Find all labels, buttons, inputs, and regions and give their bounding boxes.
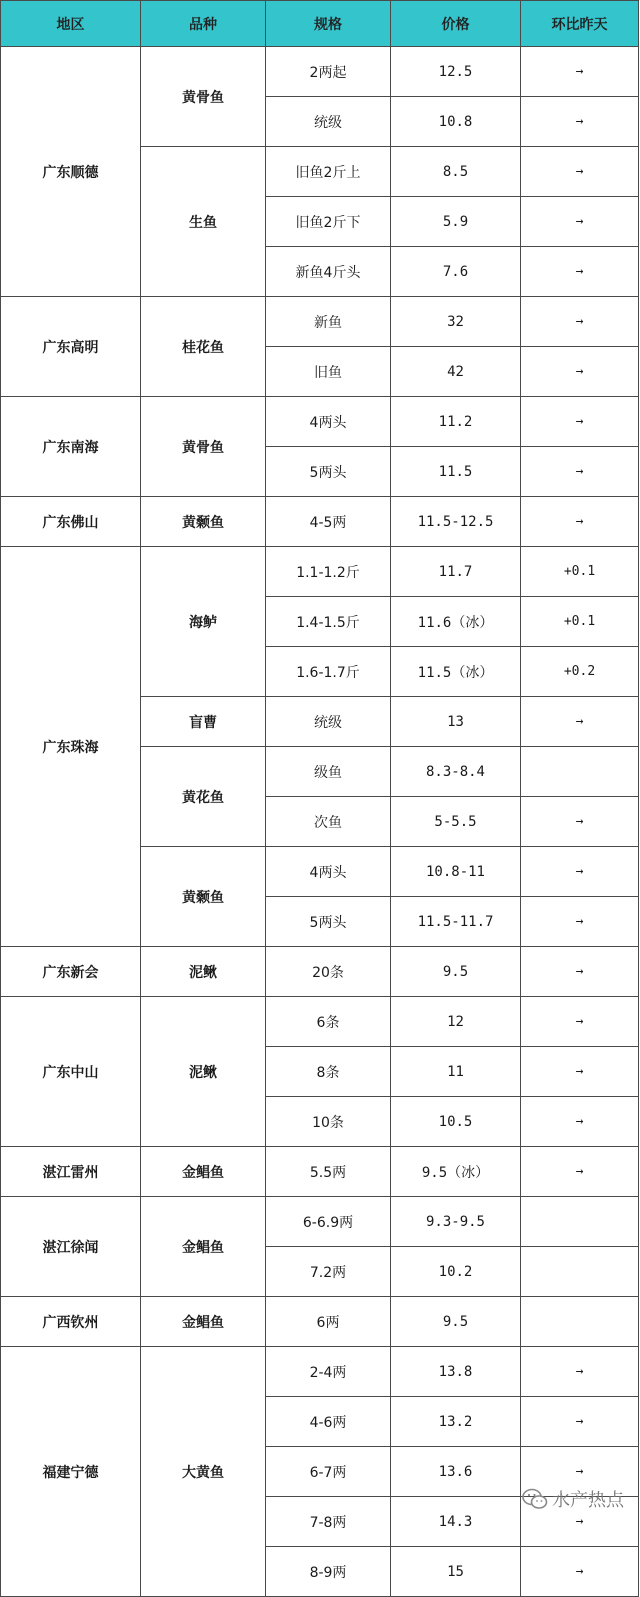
cell-price: 9.5 bbox=[391, 947, 521, 997]
cell-spec: 6两 bbox=[266, 1297, 391, 1347]
cell-region: 广东佛山 bbox=[1, 497, 141, 547]
cell-price: 11.5-11.7 bbox=[391, 897, 521, 947]
watermark bbox=[522, 1486, 624, 1512]
header-price: 价格 bbox=[391, 1, 521, 47]
cell-price: 8.3-8.4 bbox=[391, 747, 521, 797]
cell-spec: 新鱼4斤头 bbox=[266, 247, 391, 297]
cell-change: → bbox=[521, 1547, 639, 1597]
cell-price: 13.2 bbox=[391, 1397, 521, 1447]
cell-spec: 5两头 bbox=[266, 897, 391, 947]
table-row bbox=[1, 1347, 639, 1397]
cell-spec: 5两头 bbox=[266, 447, 391, 497]
cell-price: 10.8 bbox=[391, 97, 521, 147]
cell-region: 福建宁德 bbox=[1, 1347, 141, 1597]
cell-spec: 4两头 bbox=[266, 397, 391, 447]
cell-change bbox=[521, 1297, 639, 1347]
cell-region: 广东中山 bbox=[1, 997, 141, 1147]
cell-price: 10.2 bbox=[391, 1247, 521, 1297]
cell-change: → bbox=[521, 1497, 639, 1547]
cell-spec: 次鱼 bbox=[266, 797, 391, 847]
cell-spec: 8条 bbox=[266, 1047, 391, 1097]
header-change: 环比昨天 bbox=[521, 1, 639, 47]
cell-spec: 旧鱼2斤上 bbox=[266, 147, 391, 197]
cell-region: 湛江雷州 bbox=[1, 1147, 141, 1197]
cell-price: 13.6 bbox=[391, 1447, 521, 1497]
cell-species: 泥鳅 bbox=[141, 997, 266, 1147]
cell-region: 广西钦州 bbox=[1, 1297, 141, 1347]
cell-change: → bbox=[521, 297, 639, 347]
cell-spec: 旧鱼2斤下 bbox=[266, 197, 391, 247]
cell-spec: 旧鱼 bbox=[266, 347, 391, 397]
table-row bbox=[1, 497, 639, 547]
cell-spec: 4-6两 bbox=[266, 1397, 391, 1447]
cell-change: → bbox=[521, 1147, 639, 1197]
cell-price: 11.6（冰） bbox=[391, 597, 521, 647]
cell-spec: 6条 bbox=[266, 997, 391, 1047]
cell-price: 11.5-12.5 bbox=[391, 497, 521, 547]
cell-spec: 统级 bbox=[266, 97, 391, 147]
header-row bbox=[1, 1, 639, 47]
cell-region: 广东新会 bbox=[1, 947, 141, 997]
cell-price: 11.2 bbox=[391, 397, 521, 447]
header-spec: 规格 bbox=[266, 1, 391, 47]
cell-change: → bbox=[521, 247, 639, 297]
cell-price: 13.8 bbox=[391, 1347, 521, 1397]
cell-spec: 5.5两 bbox=[266, 1147, 391, 1197]
cell-change: → bbox=[521, 47, 639, 97]
table-row bbox=[1, 947, 639, 997]
cell-spec: 7.2两 bbox=[266, 1247, 391, 1297]
cell-price: 32 bbox=[391, 297, 521, 347]
cell-species: 海鲈 bbox=[141, 547, 266, 697]
cell-region: 广东高明 bbox=[1, 297, 141, 397]
table-row bbox=[1, 1147, 639, 1197]
cell-change: → bbox=[521, 1047, 639, 1097]
cell-species: 金鲳鱼 bbox=[141, 1147, 266, 1197]
table-row bbox=[1, 1197, 639, 1247]
cell-change: → bbox=[521, 1397, 639, 1447]
cell-spec: 20条 bbox=[266, 947, 391, 997]
cell-change: → bbox=[521, 1447, 639, 1497]
cell-spec: 10条 bbox=[266, 1097, 391, 1147]
cell-change: → bbox=[521, 147, 639, 197]
cell-change: → bbox=[521, 947, 639, 997]
cell-change: → bbox=[521, 997, 639, 1047]
cell-region: 广东南海 bbox=[1, 397, 141, 497]
cell-spec: 1.6-1.7斤 bbox=[266, 647, 391, 697]
cell-species: 泥鳅 bbox=[141, 947, 266, 997]
cell-price: 11.5 bbox=[391, 447, 521, 497]
cell-price: 10.8-11 bbox=[391, 847, 521, 897]
table-row bbox=[1, 47, 639, 97]
cell-spec: 2-4两 bbox=[266, 1347, 391, 1397]
cell-region: 广东珠海 bbox=[1, 547, 141, 947]
cell-species: 黄颡鱼 bbox=[141, 847, 266, 947]
cell-change: +0.1 bbox=[521, 547, 639, 597]
table-row bbox=[1, 997, 639, 1047]
watermark-text: 水产热点 bbox=[552, 1486, 624, 1512]
cell-spec: 1.1-1.2斤 bbox=[266, 547, 391, 597]
cell-species: 桂花鱼 bbox=[141, 297, 266, 397]
cell-change bbox=[521, 1197, 639, 1247]
cell-change: → bbox=[521, 847, 639, 897]
cell-species: 黄骨鱼 bbox=[141, 47, 266, 147]
table-row bbox=[1, 297, 639, 347]
wechat-icon bbox=[522, 1488, 548, 1510]
cell-change: → bbox=[521, 497, 639, 547]
cell-change: → bbox=[521, 97, 639, 147]
table-row bbox=[1, 547, 639, 597]
cell-change: → bbox=[521, 397, 639, 447]
cell-change: → bbox=[521, 697, 639, 747]
cell-price: 7.6 bbox=[391, 247, 521, 297]
cell-spec: 2两起 bbox=[266, 47, 391, 97]
table-row bbox=[1, 1297, 639, 1347]
cell-species: 黄花鱼 bbox=[141, 747, 266, 847]
cell-species: 生鱼 bbox=[141, 147, 266, 297]
cell-change: +0.1 bbox=[521, 597, 639, 647]
cell-change: → bbox=[521, 347, 639, 397]
cell-spec: 级鱼 bbox=[266, 747, 391, 797]
cell-price: 11 bbox=[391, 1047, 521, 1097]
cell-price: 5-5.5 bbox=[391, 797, 521, 847]
cell-region: 湛江徐闻 bbox=[1, 1197, 141, 1297]
cell-change: → bbox=[521, 197, 639, 247]
cell-price: 12 bbox=[391, 997, 521, 1047]
cell-price: 11.5（冰） bbox=[391, 647, 521, 697]
cell-change bbox=[521, 747, 639, 797]
header-species: 品种 bbox=[141, 1, 266, 47]
cell-spec: 统级 bbox=[266, 697, 391, 747]
cell-region: 广东顺德 bbox=[1, 47, 141, 297]
cell-price: 42 bbox=[391, 347, 521, 397]
cell-change: → bbox=[521, 797, 639, 847]
cell-change: → bbox=[521, 1347, 639, 1397]
cell-price: 9.5 bbox=[391, 1297, 521, 1347]
cell-change bbox=[521, 1247, 639, 1297]
cell-spec: 8-9两 bbox=[266, 1547, 391, 1597]
cell-change: → bbox=[521, 897, 639, 947]
cell-spec: 新鱼 bbox=[266, 297, 391, 347]
cell-spec: 6-6.9两 bbox=[266, 1197, 391, 1247]
table-row bbox=[1, 397, 639, 447]
cell-species: 大黄鱼 bbox=[141, 1347, 266, 1597]
cell-price: 11.7 bbox=[391, 547, 521, 597]
cell-price: 12.5 bbox=[391, 47, 521, 97]
cell-price: 9.5（冰） bbox=[391, 1147, 521, 1197]
cell-spec: 7-8两 bbox=[266, 1497, 391, 1547]
cell-change: → bbox=[521, 1097, 639, 1147]
table-body bbox=[1, 47, 639, 1597]
cell-price: 5.9 bbox=[391, 197, 521, 247]
cell-spec: 6-7两 bbox=[266, 1447, 391, 1497]
cell-price: 10.5 bbox=[391, 1097, 521, 1147]
cell-change: +0.2 bbox=[521, 647, 639, 697]
cell-species: 盲曹 bbox=[141, 697, 266, 747]
cell-price: 9.3-9.5 bbox=[391, 1197, 521, 1247]
cell-spec: 1.4-1.5斤 bbox=[266, 597, 391, 647]
cell-species: 黄骨鱼 bbox=[141, 397, 266, 497]
cell-change: → bbox=[521, 447, 639, 497]
header-region: 地区 bbox=[1, 1, 141, 47]
cell-species: 金鲳鱼 bbox=[141, 1297, 266, 1347]
cell-price: 15 bbox=[391, 1547, 521, 1597]
cell-price: 14.3 bbox=[391, 1497, 521, 1547]
cell-species: 黄颡鱼 bbox=[141, 497, 266, 547]
cell-spec: 4两头 bbox=[266, 847, 391, 897]
cell-species: 金鲳鱼 bbox=[141, 1197, 266, 1297]
cell-spec: 4-5两 bbox=[266, 497, 391, 547]
cell-price: 8.5 bbox=[391, 147, 521, 197]
cell-price: 13 bbox=[391, 697, 521, 747]
